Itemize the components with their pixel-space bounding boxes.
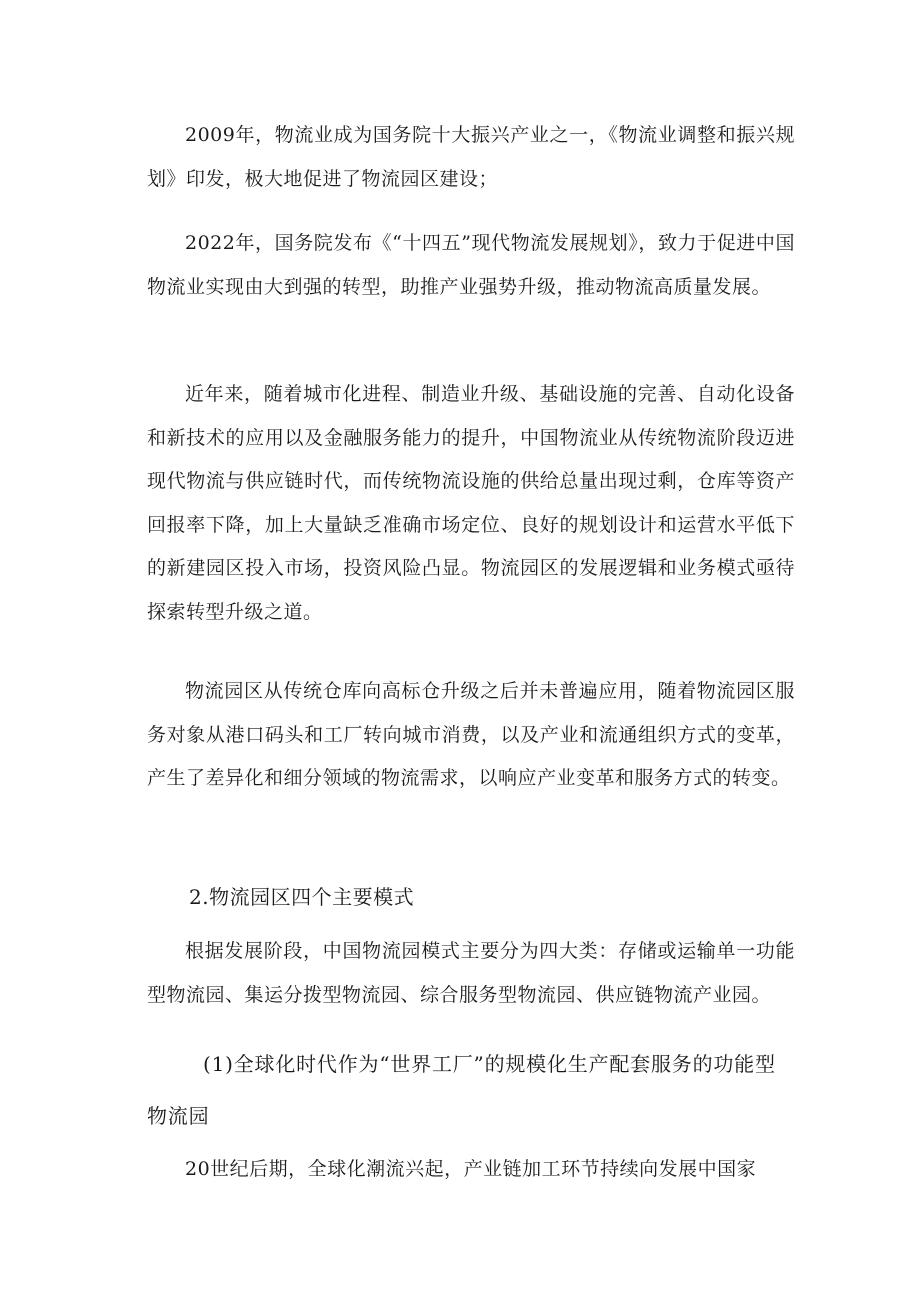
- sub-heading-functional-park: (1)全球化时代作为“世界工厂”的规模化生产配套服务的功能型物流园: [147, 1052, 776, 1128]
- paragraph-park-upgrade: 物流园区从传统仓库向高标仓升级之后并未普遍应用，随着物流园区服务对象从港口码头和工厂转向城市消费，以及产业和流通组织方式的变革，产生了差异化和细分领域的物流需求，以响应产业变革和服务方式的转变。: [147, 680, 795, 789]
- paragraph-2009: 2009年，物流业成为国务院十大振兴产业之一，《物流业调整和振兴规划》印发，极大地促进了物流园区建设；: [147, 124, 795, 190]
- paragraph-20th-century: 20世纪后期，全球化潮流兴起，产业链加工环节持续向发展中国家: [185, 1158, 757, 1180]
- section-heading-four-modes: 2.物流园区四个主要模式: [189, 885, 415, 909]
- paragraph-recent-years: 近年来，随着城市化进程、制造业升级、基础设施的完善、自动化设备和新技术的应用以及金融服务能力的提升，中国物流业从传统物流阶段迈进现代物流与供应链时代，而传统物流设施的供给总量出现过剩，仓库等资产回报率下降，加上大量缺乏准确市场定位、良好的规划设计和运营水平低下的新建园区投入市场，投资风险凸显。物流园区的发展逻辑和业务模式亟待探索转型升级之道。: [147, 383, 795, 623]
- paragraph-four-categories: 根据发展阶段，中国物流园模式主要分为四大类：存储或运输单一功能型物流园、集运分拨型物流园、综合服务型物流园、供应链物流产业园。: [147, 940, 795, 1006]
- paragraph-2022: 2022年，国务院发布《“十四五”现代物流发展规划》，致力于促进中国物流业实现由大到强的转型，助推产业强势升级，推动物流高质量发展。: [147, 232, 795, 298]
